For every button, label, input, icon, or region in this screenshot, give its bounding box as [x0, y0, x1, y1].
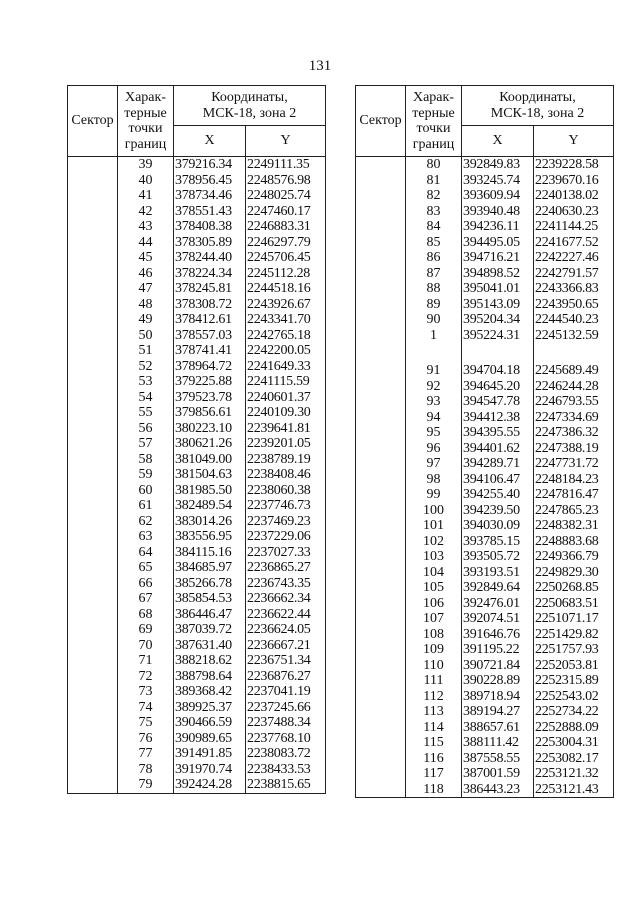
point-number: 70 — [118, 638, 174, 654]
y-coordinate: 2240630.23 — [534, 204, 614, 220]
x-coordinate: 394704.18 — [462, 363, 534, 379]
y-coordinate: 2240138.02 — [534, 188, 614, 204]
x-coordinate: 378964.72 — [174, 359, 246, 375]
point-number: 44 — [118, 235, 174, 251]
x-coordinate: 385266.78 — [174, 576, 246, 592]
x-coordinate: 390466.59 — [174, 715, 246, 731]
y-coordinate: 2236662.34 — [246, 591, 326, 607]
point-number: 49 — [118, 312, 174, 328]
y-coordinate: 2247334.69 — [534, 410, 614, 426]
y-coordinate: 2245132.59 — [534, 328, 614, 344]
x-coordinate: 394401.62 — [462, 441, 534, 457]
x-coordinate: 387001.59 — [462, 766, 534, 782]
x-coordinate: 378551.43 — [174, 204, 246, 220]
y-coordinate: 2250268.85 — [534, 580, 614, 596]
x-coordinate: 391195.22 — [462, 642, 534, 658]
x-coordinate: 382489.54 — [174, 498, 246, 514]
sector-header: Сектор — [356, 86, 406, 157]
y-coordinate: 2251071.17 — [534, 611, 614, 627]
x-coordinate: 389194.27 — [462, 704, 534, 720]
y-coordinate: 2236865.27 — [246, 560, 326, 576]
point-number: 50 — [118, 328, 174, 344]
y-coordinate: 2252543.02 — [534, 689, 614, 705]
x-coordinate: 394239.50 — [462, 503, 534, 519]
x-coordinate: 391970.74 — [174, 762, 246, 778]
point-number: 93 — [406, 394, 462, 410]
y-coordinate: 2244540.23 — [534, 312, 614, 328]
point-number: 98 — [406, 472, 462, 488]
x-coordinate: 394236.11 — [462, 219, 534, 235]
y-coordinate: 2247816.47 — [534, 487, 614, 503]
y-header: Y — [534, 126, 614, 157]
y-coordinate: 2237746.73 — [246, 498, 326, 514]
y-coordinate: 2247865.23 — [534, 503, 614, 519]
y-coordinate: 2236667.21 — [246, 638, 326, 654]
x-coordinate: 393609.94 — [462, 188, 534, 204]
y-coordinate: 2245706.45 — [246, 250, 326, 266]
x-coordinate: 393940.48 — [462, 204, 534, 220]
y-coordinate: 2236751.34 — [246, 653, 326, 669]
y-coordinate: 2246244.28 — [534, 379, 614, 395]
y-coordinate: 2239641.81 — [246, 421, 326, 437]
point-number: 39 — [118, 157, 174, 173]
point-number: 52 — [118, 359, 174, 375]
x-coordinate: 378734.46 — [174, 188, 246, 204]
point-number: 60 — [118, 483, 174, 499]
y-coordinate: 2239201.05 — [246, 436, 326, 452]
y-coordinate: 2253121.32 — [534, 766, 614, 782]
y-coordinate: 2236743.35 — [246, 576, 326, 592]
x-coordinate: 393193.51 — [462, 565, 534, 581]
y-header: Y — [246, 126, 326, 157]
x-coordinate: 395224.31 — [462, 328, 534, 344]
point-number: 114 — [406, 720, 462, 736]
coordinates-header: Координаты, МСК-18, зона 2 — [174, 86, 326, 126]
x-coordinate: 389718.94 — [462, 689, 534, 705]
y-coordinate: 2241115.59 — [246, 374, 326, 390]
y-coordinate: 2247386.32 — [534, 425, 614, 441]
point-number: 107 — [406, 611, 462, 627]
point-number: 54 — [118, 390, 174, 406]
point-number: 71 — [118, 653, 174, 669]
point-number: 118 — [406, 782, 462, 798]
point-number: 55 — [118, 405, 174, 421]
point-number: 115 — [406, 735, 462, 751]
x-coordinate: 378557.03 — [174, 328, 246, 344]
x-coordinate: 384115.16 — [174, 545, 246, 561]
y-coordinate: 2242227.46 — [534, 250, 614, 266]
x-coordinate: 394412.38 — [462, 410, 534, 426]
coordinates-table-left — [67, 85, 326, 794]
x-coordinate: 379216.34 — [174, 157, 246, 173]
x-coordinate: 379523.78 — [174, 390, 246, 406]
point-number: 85 — [406, 235, 462, 251]
y-coordinate: 2253121.43 — [534, 782, 614, 798]
y-coordinate: 2252734.22 — [534, 704, 614, 720]
point-number: 65 — [118, 560, 174, 576]
point-number: 57 — [118, 436, 174, 452]
y-coordinate: 2253082.17 — [534, 751, 614, 767]
x-coordinate: 378408.38 — [174, 219, 246, 235]
x-coordinate: 392424.28 — [174, 777, 246, 793]
x-coordinate: 395204.34 — [462, 312, 534, 328]
y-coordinate: 2240601.37 — [246, 390, 326, 406]
point-number: 111 — [406, 673, 462, 689]
x-coordinate: 387039.72 — [174, 622, 246, 638]
point-number: 73 — [118, 684, 174, 700]
point-number: 1 — [406, 328, 462, 344]
point-number: 104 — [406, 565, 462, 581]
sector-cell — [356, 157, 406, 798]
x-coordinate: 394106.47 — [462, 472, 534, 488]
point-number: 51 — [118, 343, 174, 359]
y-coordinate: 2249366.79 — [534, 549, 614, 565]
y-coordinate: 2251757.93 — [534, 642, 614, 658]
x-coordinate: 391646.76 — [462, 627, 534, 643]
x-coordinate: 384685.97 — [174, 560, 246, 576]
x-coordinate: 394495.05 — [462, 235, 534, 251]
point-number: 103 — [406, 549, 462, 565]
x-coordinate: 394395.55 — [462, 425, 534, 441]
point-number: 113 — [406, 704, 462, 720]
point-number: 72 — [118, 669, 174, 685]
point-number: 92 — [406, 379, 462, 395]
x-coordinate: 381985.50 — [174, 483, 246, 499]
x-coordinate: 392476.01 — [462, 596, 534, 612]
point-number: 47 — [118, 281, 174, 297]
y-coordinate: 2239228.58 — [534, 157, 614, 173]
x-coordinate: 378412.61 — [174, 312, 246, 328]
y-coordinate: 2238789.19 — [246, 452, 326, 468]
x-coordinate: 378956.45 — [174, 173, 246, 189]
y-coordinate: 2241677.52 — [534, 235, 614, 251]
x-coordinate: 380621.26 — [174, 436, 246, 452]
x-coordinate: 392849.83 — [462, 157, 534, 173]
points-header: Харак- терные точки границ — [406, 86, 462, 157]
point-number: 81 — [406, 173, 462, 189]
y-coordinate: 2238815.65 — [246, 777, 326, 793]
x-coordinate: 395041.01 — [462, 281, 534, 297]
x-coordinate: 390721.84 — [462, 658, 534, 674]
point-number: 101 — [406, 518, 462, 534]
x-coordinate: 392849.64 — [462, 580, 534, 596]
point-number: 96 — [406, 441, 462, 457]
y-coordinate: 2236876.27 — [246, 669, 326, 685]
x-coordinate: 391491.85 — [174, 746, 246, 762]
y-coordinate: 2243341.70 — [246, 312, 326, 328]
point-number: 88 — [406, 281, 462, 297]
y-coordinate: 2236622.44 — [246, 607, 326, 623]
point-number: 43 — [118, 219, 174, 235]
y-coordinate: 2248883.68 — [534, 534, 614, 550]
y-coordinate: 2238060.38 — [246, 483, 326, 499]
point-number: 66 — [118, 576, 174, 592]
point-number: 108 — [406, 627, 462, 643]
x-coordinate: 388798.64 — [174, 669, 246, 685]
y-coordinate: 2249829.30 — [534, 565, 614, 581]
y-coordinate: 2243366.83 — [534, 281, 614, 297]
point-number: 106 — [406, 596, 462, 612]
x-coordinate: 394030.09 — [462, 518, 534, 534]
point-number: 102 — [406, 534, 462, 550]
y-coordinate: 2247460.17 — [246, 204, 326, 220]
point-number: 62 — [118, 514, 174, 530]
y-coordinate: 2241144.25 — [534, 219, 614, 235]
x-coordinate: 394898.52 — [462, 266, 534, 282]
point-number: 84 — [406, 219, 462, 235]
x-coordinate: 386446.47 — [174, 607, 246, 623]
x-coordinate: 388111.42 — [462, 735, 534, 751]
x-coordinate: 388218.62 — [174, 653, 246, 669]
point-number: 63 — [118, 529, 174, 545]
y-coordinate: 2237229.06 — [246, 529, 326, 545]
point-number: 68 — [118, 607, 174, 623]
x-coordinate: 378305.89 — [174, 235, 246, 251]
y-coordinate: 2245689.49 — [534, 363, 614, 379]
sector-header: Сектор — [68, 86, 118, 157]
x-coordinate: 379225.88 — [174, 374, 246, 390]
y-coordinate: 2241649.33 — [246, 359, 326, 375]
y-coordinate: 2243950.65 — [534, 297, 614, 313]
y-coordinate: 2253004.31 — [534, 735, 614, 751]
y-coordinate: 2245112.28 — [246, 266, 326, 282]
x-coordinate: 393785.15 — [462, 534, 534, 550]
point-number: 48 — [118, 297, 174, 313]
x-coordinate: 381504.63 — [174, 467, 246, 483]
y-coordinate: 2248025.74 — [246, 188, 326, 204]
point-number: 109 — [406, 642, 462, 658]
y-coordinate: 2250683.51 — [534, 596, 614, 612]
y-coordinate: 2239670.16 — [534, 173, 614, 189]
y-coordinate: 2246297.79 — [246, 235, 326, 251]
y-coordinate: 2244518.16 — [246, 281, 326, 297]
page-number: 131 — [308, 58, 332, 74]
point-number: 112 — [406, 689, 462, 705]
y-coordinate: 2248576.98 — [246, 173, 326, 189]
x-coordinate: 378741.41 — [174, 343, 246, 359]
point-number: 42 — [118, 204, 174, 220]
point-number: 80 — [406, 157, 462, 173]
point-number: 79 — [118, 777, 174, 793]
x-coordinate: 387558.55 — [462, 751, 534, 767]
points-header: Харак- терные точки границ — [118, 86, 174, 157]
point-number: 53 — [118, 374, 174, 390]
y-coordinate: 2246883.31 — [246, 219, 326, 235]
point-number: 82 — [406, 188, 462, 204]
x-coordinate: 383014.26 — [174, 514, 246, 530]
y-coordinate: 2247731.72 — [534, 456, 614, 472]
y-coordinate: 2238408.46 — [246, 467, 326, 483]
point-number: 94 — [406, 410, 462, 426]
y-coordinate: 2246793.55 — [534, 394, 614, 410]
x-coordinate: 381049.00 — [174, 452, 246, 468]
y-coordinate: 2252888.09 — [534, 720, 614, 736]
x-coordinate: 383556.95 — [174, 529, 246, 545]
x-coordinate: 387631.40 — [174, 638, 246, 654]
point-number: 86 — [406, 250, 462, 266]
point-number: 116 — [406, 751, 462, 767]
x-coordinate: 378244.40 — [174, 250, 246, 266]
x-coordinate: 378245.81 — [174, 281, 246, 297]
y-coordinate: 2237027.33 — [246, 545, 326, 561]
x-coordinate: 389925.37 — [174, 700, 246, 716]
y-coordinate: 2242765.18 — [246, 328, 326, 344]
y-coordinate: 2238433.53 — [246, 762, 326, 778]
x-coordinate: 394255.40 — [462, 487, 534, 503]
point-number: 99 — [406, 487, 462, 503]
table-row — [356, 157, 614, 173]
point-number: 90 — [406, 312, 462, 328]
x-coordinate: 395143.09 — [462, 297, 534, 313]
point-number: 100 — [406, 503, 462, 519]
y-coordinate: 2240109.30 — [246, 405, 326, 421]
point-number: 76 — [118, 731, 174, 747]
y-coordinate: 2237469.23 — [246, 514, 326, 530]
coordinates-table-right — [355, 85, 614, 798]
x-coordinate: 379856.61 — [174, 405, 246, 421]
point-number: 95 — [406, 425, 462, 441]
y-coordinate: 2249111.35 — [246, 157, 326, 173]
table-row — [68, 157, 326, 173]
y-coordinate: 2251429.82 — [534, 627, 614, 643]
point-number: 40 — [118, 173, 174, 189]
x-coordinate: 392074.51 — [462, 611, 534, 627]
x-coordinate: 388657.61 — [462, 720, 534, 736]
y-coordinate: 2248184.23 — [534, 472, 614, 488]
point-number: 41 — [118, 188, 174, 204]
y-coordinate: 2247388.19 — [534, 441, 614, 457]
point-number: 69 — [118, 622, 174, 638]
sector-cell — [68, 157, 118, 794]
x-coordinate: 378308.72 — [174, 297, 246, 313]
x-coordinate: 378224.34 — [174, 266, 246, 282]
x-header: X — [174, 126, 246, 157]
y-coordinate: 2252315.89 — [534, 673, 614, 689]
x-coordinate: 389368.42 — [174, 684, 246, 700]
point-number: 105 — [406, 580, 462, 596]
point-number: 78 — [118, 762, 174, 778]
x-header: X — [462, 126, 534, 157]
coordinates-header: Координаты, МСК-18, зона 2 — [462, 86, 614, 126]
y-coordinate: 2248382.31 — [534, 518, 614, 534]
y-coordinate: 2252053.81 — [534, 658, 614, 674]
y-coordinate: 2237041.19 — [246, 684, 326, 700]
point-number: 77 — [118, 746, 174, 762]
x-coordinate: 390228.89 — [462, 673, 534, 689]
point-number: 75 — [118, 715, 174, 731]
point-number: 59 — [118, 467, 174, 483]
y-coordinate: 2242200.05 — [246, 343, 326, 359]
x-coordinate: 393505.72 — [462, 549, 534, 565]
y-coordinate: 2237245.66 — [246, 700, 326, 716]
point-number: 46 — [118, 266, 174, 282]
y-coordinate: 2242791.57 — [534, 266, 614, 282]
point-number: 117 — [406, 766, 462, 782]
x-coordinate: 385854.53 — [174, 591, 246, 607]
point-number: 89 — [406, 297, 462, 313]
y-coordinate: 2236624.05 — [246, 622, 326, 638]
point-number: 64 — [118, 545, 174, 561]
x-coordinate: 394645.20 — [462, 379, 534, 395]
y-coordinate: 2238083.72 — [246, 746, 326, 762]
y-coordinate: 2237488.34 — [246, 715, 326, 731]
x-coordinate: 393245.74 — [462, 173, 534, 189]
x-coordinate: 380223.10 — [174, 421, 246, 437]
point-number: 56 — [118, 421, 174, 437]
x-coordinate: 394716.21 — [462, 250, 534, 266]
point-number: 45 — [118, 250, 174, 266]
x-coordinate: 394547.78 — [462, 394, 534, 410]
point-number: 91 — [406, 363, 462, 379]
point-number: 61 — [118, 498, 174, 514]
point-number: 83 — [406, 204, 462, 220]
point-number: 97 — [406, 456, 462, 472]
y-coordinate: 2237768.10 — [246, 731, 326, 747]
point-number: 87 — [406, 266, 462, 282]
x-coordinate: 394289.71 — [462, 456, 534, 472]
x-coordinate: 390989.65 — [174, 731, 246, 747]
x-coordinate: 386443.23 — [462, 782, 534, 798]
y-coordinate: 2243926.67 — [246, 297, 326, 313]
point-number: 74 — [118, 700, 174, 716]
point-number: 110 — [406, 658, 462, 674]
point-number: 58 — [118, 452, 174, 468]
point-number: 67 — [118, 591, 174, 607]
